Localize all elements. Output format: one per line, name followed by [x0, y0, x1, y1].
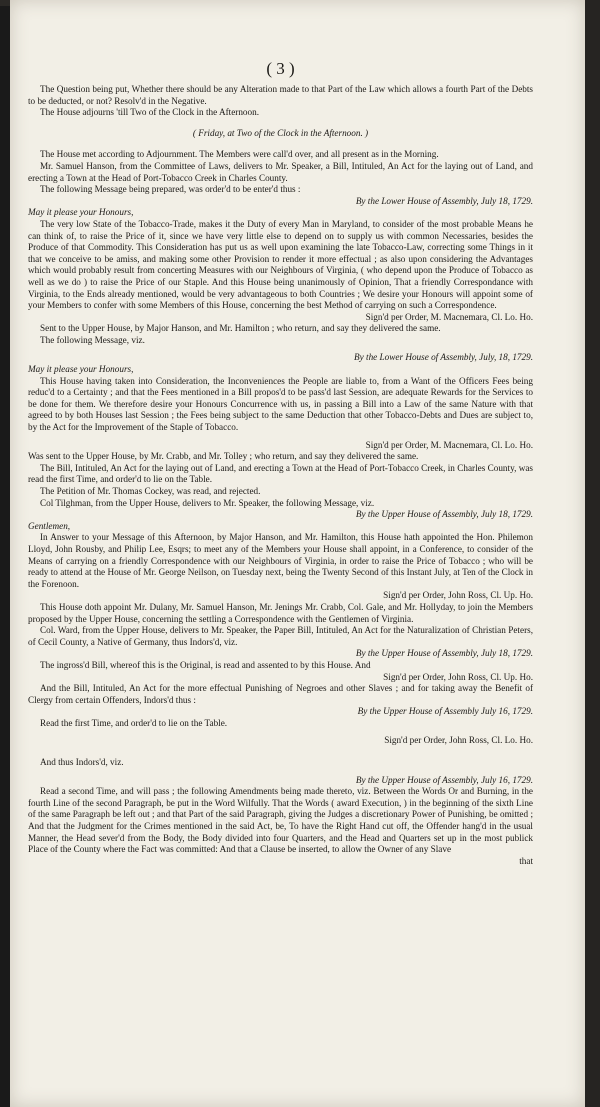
- page-number: ( 3 ): [266, 59, 295, 78]
- document-text: [28, 58, 533, 867]
- paragraph-cockey-petition: The Petition of Mr. Thomas Cockey, was read, and rejected.: [40, 486, 261, 496]
- signature-macnemara-1: Sign'd per Order, M. Macnemara, Cl. Lo. Ho.: [365, 311, 533, 322]
- salutation-honours-1: May it please your Honours,: [28, 207, 134, 218]
- right-edge: [585, 0, 600, 1107]
- dateline-upper-house-2: By the Upper House of Assembly, July 18, 1729.: [355, 648, 533, 659]
- paragraph-thus-indorsed: And thus Indors'd, viz.: [40, 757, 124, 768]
- paragraph-adjourns: The House adjourns 'till Two of the Clock in the Afternoon.: [40, 107, 260, 118]
- signature-ross-3: Sign'd per Order, John Ross, Cl. Lo. Ho.: [384, 735, 533, 746]
- paragraph-second-reading-amendments: Read a second Time, and will pass ; the following Amendments being made thereto, viz. Between the Words Or and Burning, in the fourth Line of the second Paragraph, be put in the Word Wilfully. That the Words ( award Execution, ) in the beginning of the sixth Line of the same Paragraph be left out ; and that Part of the said Paragraph, giving the Judges a discretionary Power of Punishing, be omitted ; And that the Judgment for the Crimes mentioned in the said Act, be, To have the Right Hand cut off, the Offender hang'd in the usual Manner, the Head sever'd from the Body, the Body divided into four Quarters, and the Head and Quarters set up in the most publick Place of the County where the Fact was committed: And that a Clause be inserted, to allow the Owner of any Slave: [28, 786, 533, 855]
- dateline-upper-house-3: By the Upper House of Assembly July 16, 1729.: [357, 706, 533, 717]
- paragraph-tobacco-trade: The very low State of the Tobacco-Trade, makes it the Duty of every Man in Maryland, to consider of the most probable Means he can think of, to raise the Price of it, since we have very little else to depend on to supply us with common Necessaries, besides the Produce of that Commodity. This Consideration has put us as well upon examining the late Tobacco-Law, correcting some Things in it that we conceive to be amiss, and making some other Provision to render it more effectual ; as also upon considering the Advantages which would probably result from concerting Measures with our Neighbours of Virginia, ( who depend upon the Produce of Tobacco as well as we do ) to raise the Price of our Staple. And this House being unanimously of Opinion, That a friendly Correspondance with Virginia, to the Ends already mentioned, would be very advantageous to both Countries ; We desire your Honours will appoint some of your Members to confer with some Members of this House, concerning the best Method of carrying on such a Correspondence.: [28, 218, 533, 311]
- paragraph-ingrossed-bill: The ingross'd Bill, whereof this is the Original, is read and assented to by this House. And: [40, 659, 371, 670]
- paragraph-following-message: The following Message, viz.: [40, 334, 145, 345]
- paragraph-message-prepared: The following Message being prepared, was order'd to be enter'd thus :: [40, 184, 301, 195]
- paragraph-house-appoints: This House doth appoint Mr. Dulany, Mr. Samuel Hanson, Mr. Jenings Mr. Crabb, Col. Gale, and Mr. Hollyday, to join the Members proposed by the Upper House, concerning the settling a Correspondence with the Gentlemen of Virginia.: [28, 601, 533, 624]
- catchword: that: [519, 855, 533, 866]
- dateline-lower-house-1: By the Lower House of Assembly, July 18, 1729.: [355, 195, 533, 206]
- signature-ross-2: Sign'd per Order, John Ross, Cl. Up. Ho.: [383, 671, 533, 682]
- paragraph-tilghman-message: Col Tilghman, from the Upper House, delivers to Mr. Speaker, the following Message, viz.: [40, 497, 375, 508]
- salutation-gentlemen: Gentlemen,: [28, 520, 71, 531]
- paragraph-port-tobacco-bill: The Bill, Intituled, An Act for the laying out of Land, and erecting a Town at the Head of Port-Tobacco Creek, in Charles County, was read the first Time, and order'd to lie on the Table.: [28, 462, 533, 485]
- paragraph-officers-fees: This House having taken into Consideration, the Inconveniences the People are liable to, from a Want of the Officers Fees being reduc'd to a Certainty ; and that the Fees mentioned in a Bill propos'd to be pass'd last Session, are adequate Rewards for the Services to be done for them. We therefore desire your Honours Concurrence with us, in passing a Bill into a Law of the same Nature with that agreed to by both Houses last Session ; the Fees being subject to the same Deduction that other Tobacco-Debts and Dues are subject to, by the Act for the Improvement of the Staple of Tobacco.: [28, 375, 533, 433]
- paragraph-sent-crabb-tolley: Was sent to the Upper House, by Mr. Crabb, and Mr. Tolley ; who return, and say they delivered the same.: [28, 451, 419, 462]
- dateline-upper-house-4: By the Upper House of Assembly, July 16, 1729.: [355, 774, 533, 785]
- signature-macnemara-2: Sign'd per Order, M. Macnemara, Cl. Lo. Ho.: [365, 439, 533, 450]
- paragraph-negroes-slaves-bill: And the Bill, Intituled, An Act for the more effectual Punishing of Negroes and other Slaves ; and for taking away the Benefit of Clergy from certain Offenders, Indors'd thus :: [28, 683, 533, 705]
- paragraph-read-first-time: Read the first Time, and order'd to lie on the Table.: [40, 717, 228, 728]
- dateline-lower-house-2: By the Lower House of Assembly, July, 18, 1729.: [354, 352, 533, 363]
- paragraph-question: The Question being put, Whether there should be any Alteration made to that Part of the Law which allows a fourth Part of the Debts to be deducted, or not? Resolv'd in the Negative.: [28, 84, 533, 106]
- paragraph-hanson-bill: Mr. Samuel Hanson, from the Committee of Laws, delivers to Mr. Speaker, a Bill, Intituled, An Act for the laying out of Land, and erecting a Town at the Head of Port-Tobacco Creek in Charles County.: [28, 160, 533, 183]
- salutation-honours-2: May it please your Honours,: [28, 364, 134, 375]
- section-heading-friday: ( Friday, at Two of the Clock in the Afternoon. ): [192, 127, 369, 138]
- paragraph-sent-upper-house: Sent to the Upper House, by Major Hanson, and Mr. Hamilton ; who return, and say they delivered the same.: [40, 323, 441, 334]
- document-page: [10, 0, 585, 1107]
- dateline-upper-house-1: By the Upper House of Assembly, July 18, 1729.: [355, 509, 533, 520]
- paragraph-ward-paper-bill: Col. Ward, from the Upper House, delivers to Mr. Speaker, the Paper Bill, Intituled, An Act for the Naturalization of Christian Peters, of Cecil County, a Native of Germany, thus Indors'd, viz.: [28, 625, 533, 647]
- paragraph-answer-message: In Answer to your Message of this Afternoon, by Major Hanson, and Mr. Hamilton, this House hath appointed the Hon. Philemon Lloyd, John Rousby, and Philip Lee, Esqrs; to meet any of the Members your House shall appoint, in a Conference, to consider of the Means of carrying on a friendly Correspondence with our Neighbours of Virginia, in order to raise the Price of Tobacco ; who will be ready to attend at the House of Mr. George Neilson, on Tuesday next, being the Twenty Second of this Instant July, at Ten of the Clock in the Forenoon.: [28, 532, 533, 589]
- signature-ross-1: Sign'd per Order, John Ross, Cl. Up. Ho.: [383, 590, 533, 601]
- paragraph-house-met: The House met according to Adjournment. The Members were call'd over, and all present as in the Morning.: [40, 149, 439, 160]
